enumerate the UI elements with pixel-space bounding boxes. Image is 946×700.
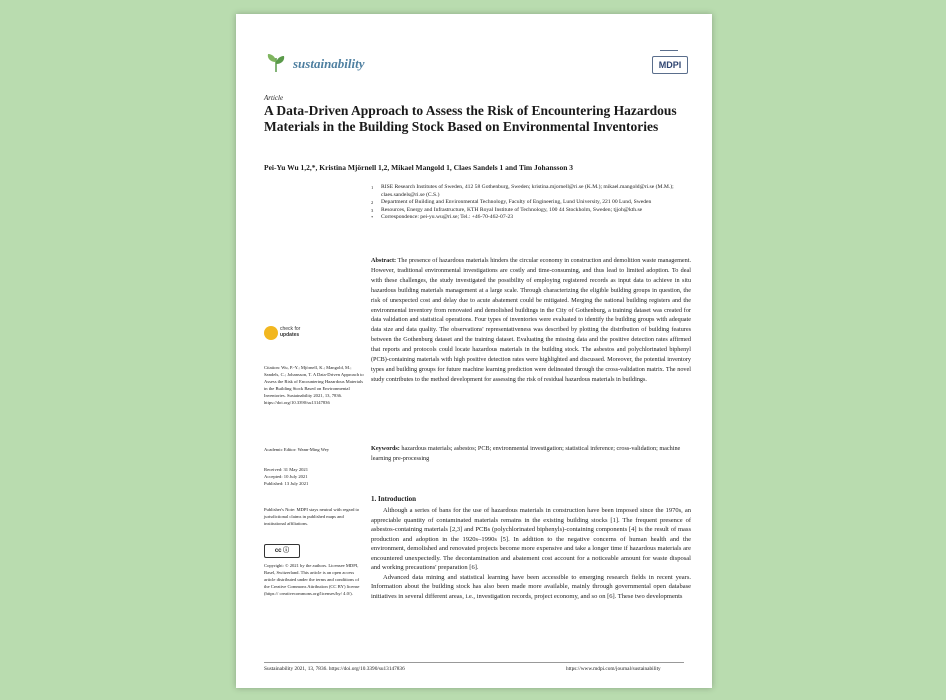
- check-for-updates-label[interactable]: check for updates: [280, 326, 301, 338]
- academic-editor: Academic Editor: Wann-Ming Wey: [264, 447, 330, 452]
- publisher-note: Publisher's Note: MDPI stays neutral with regard to jurisdictional claims in published maps and institutional affiliations.: [264, 507, 360, 526]
- intro-paragraph: Although a series of bans for the use of hazardous materials in construction have been imposed since the 1970s, an appreciable quantity of contaminated materials remains in the existing building stocks [1]. The frequent presence of asbestos-containing materials [2,3] and PCBs (polychlorinated biphenyls)-containing components [4] is the result of mass production and adoption in the 1920s–1990s [5]. In addition to the negative concerns of human health and the environment, demolished and renovated projects become more expensive and take a longer time if hazardous materials are encountered unexpectedly. The decontamination and abatement cost account for a noticeable amount for waste disposal and working precautions' preparation [6].: [371, 507, 691, 571]
- citation: Citation: Wu, P.-Y.; Mjörnell, K.; Mangold, M.; Sandels, C.; Johansson, T. A Data-Driven Approach to Assess the Risk of Encountering Hazardous Materials in the Building Stock Based on Environmental Inventories. Sustainability 2021, 13, 7836. https://doi.org/10.3390/su13147836: [264, 365, 364, 405]
- footer-divider: [264, 662, 684, 663]
- abstract-label: Abstract:: [371, 257, 397, 264]
- keywords-text: hazardous materials; asbestos; PCB; environmental investigation; statistical inference; cross-validation; machine learning pre-processing: [371, 445, 681, 462]
- paper-page: [236, 14, 712, 688]
- cc-by-license-icon[interactable]: cc ⓘ: [264, 544, 300, 558]
- author-list: Pei-Yu Wu 1,2,*, Kristina Mjörnell 1,2, Mikael Mangold 1, Claes Sandels 1 and Tim Johansson 3: [264, 163, 574, 172]
- footer-journal-url[interactable]: https://www.mdpi.com/journal/sustainability: [566, 666, 661, 672]
- section-heading: 1. Introduction: [371, 495, 416, 503]
- abstract: [371, 256, 691, 385]
- affiliations: [371, 184, 691, 222]
- mdpi-logo: MDPI: [652, 56, 688, 74]
- abstract-text: The presence of hazardous materials hinders the circular economy in construction and demolition waste management. However, traditional environmental investigations are costly and time-consuming, and thus lead to limited adoption. To deal with these challenges, the study investigated the possibility of employing registered records as input data to achieve in situ hazardous building materials management at a large scale. Through characterizing the eligible building groups in question, the risk of unexpected cost and delay due to acute abatement could be mitigated. Merging the national building registers and the environmental inventory from renovated and demolished buildings in the City of Gothenburg, a training dataset was created for data validation and statistical operations. Four types of inventories were evaluated to identify the building groups with adequate data size and data quality. The observations' representativeness was described by plotting the distribution of building features between the Gothenburg dataset and the training dataset. Evaluating the missing data and the positive detection rates affirmed that reports and protocols could locate hazardous materials in the building stock. The asbestos and polychlorinated biphenyl (PCB)-containing materials with high positive detection rates were highlighted and discussed. Moreover, the potential inventory types and building groups for future machine learning prediction were delineated through the cross-validation matrix. The novel study contributes to the method development for assessing the risk of residual hazardous materials in buildings.: [371, 257, 691, 383]
- intro-paragraph: Advanced data mining and statistical learning have been accessible to emerging research fields in recent years. Information about the building stock has also been made more available, mainly through governmental open database initiatives in several different areas, i.e., investigation records, project economy, and so on [6]. These two developments: [371, 573, 691, 600]
- introduction-text: [371, 506, 691, 601]
- paper-title: A Data-Driven Approach to Assess the Risk of Encountering Hazardous Materials in the Building Stock Based on Environmental Inventories: [264, 103, 677, 134]
- sustainability-leaf-icon: [264, 50, 288, 74]
- publication-dates: Received: 31 May 2021 Accepted: 10 July 2021 Published: 13 July 2021: [264, 467, 309, 486]
- affiliation-item: 2 Department of Building and Environmental Technology, Faculty of Engineering, Lund University, 221 00 Lund, Sweden: [371, 199, 652, 206]
- affiliation-item: 1 RISE Research Institutes of Sweden, 412 58 Gothenburg, Sweden; kristina.mjornell@ri.se (K.M.); mikael.mangold@ri.se (M.M.); claes.sandels@ri.se (C.S.): [371, 184, 674, 198]
- footer-citation[interactable]: Sustainability 2021, 13, 7836. https://doi.org/10.3390/su13147836: [264, 666, 405, 672]
- correspondence: * Correspondence: pei-yu.wu@ri.se; Tel.: +46-70-462-07-23: [371, 214, 514, 221]
- article-type: Article: [264, 94, 284, 102]
- keywords-label: Keywords:: [371, 445, 400, 452]
- journal-name: sustainability: [293, 56, 365, 71]
- check-for-updates-icon[interactable]: [264, 326, 278, 340]
- affiliation-item: 3 Resources, Energy and Infrastructure, KTH Royal Institute of Technology, 100 44 Stockholm, Sweden; tjjoh@kth.se: [371, 206, 643, 213]
- keywords: [371, 444, 691, 464]
- copyright-notice: Copyright: © 2021 by the authors. Licensee MDPI, Basel, Switzerland. This article is an open access article distributed under the terms and conditions of the Creative Commons Attribution (CC BY) license (https:// creativecommons.org/licenses/by/ 4.0/).: [264, 563, 360, 596]
